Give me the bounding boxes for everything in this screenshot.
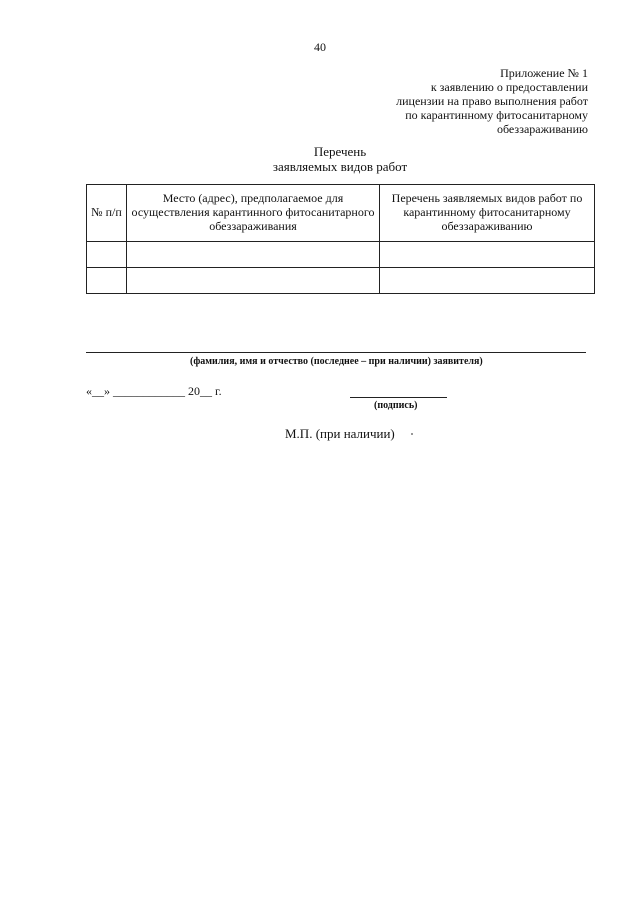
table-cell[interactable] xyxy=(380,268,595,294)
table-header-row xyxy=(87,185,595,242)
table-cell[interactable] xyxy=(127,242,380,268)
table-cell[interactable] xyxy=(380,242,595,268)
header-number: № п/п xyxy=(87,185,127,242)
fio-line[interactable] xyxy=(86,352,586,353)
stamp-label: М.П. (при наличии) xyxy=(285,426,395,441)
list-title-line2: заявляемых видов работ xyxy=(272,159,408,174)
appendix-line: обеззараживанию xyxy=(496,122,588,136)
header-works: Перечень заявляемых видов работ по карантинному фитосанитарному обеззараживанию xyxy=(380,185,595,242)
header-address: Место (адрес), предполагаемое для осуществления карантинного фитосанитарного обеззараживания xyxy=(127,185,380,242)
table-row xyxy=(87,242,595,268)
page-number: 40 xyxy=(314,40,326,54)
fio-caption: (фамилия, имя и отчество (последнее – при наличии) заявителя) xyxy=(190,356,483,367)
scan-mark xyxy=(411,433,413,435)
table-cell[interactable] xyxy=(127,268,380,294)
list-title xyxy=(0,144,640,174)
table-row xyxy=(87,268,595,294)
appendix-block xyxy=(288,66,588,136)
date-line[interactable]: «__» ____________ 20__ г. xyxy=(86,384,222,398)
appendix-line: лицензии на право выполнения работ xyxy=(396,94,588,108)
appendix-line: к заявлению о предоставлении xyxy=(430,80,588,94)
table-cell[interactable] xyxy=(87,268,127,294)
appendix-line: по карантинному фитосанитарному xyxy=(405,108,588,122)
signature-line[interactable] xyxy=(350,397,447,398)
list-title-line1: Перечень xyxy=(313,144,367,159)
table-cell[interactable] xyxy=(87,242,127,268)
works-table xyxy=(86,184,595,294)
appendix-line: Приложение № 1 xyxy=(500,66,588,80)
signature-caption: (подпись) xyxy=(374,400,418,411)
